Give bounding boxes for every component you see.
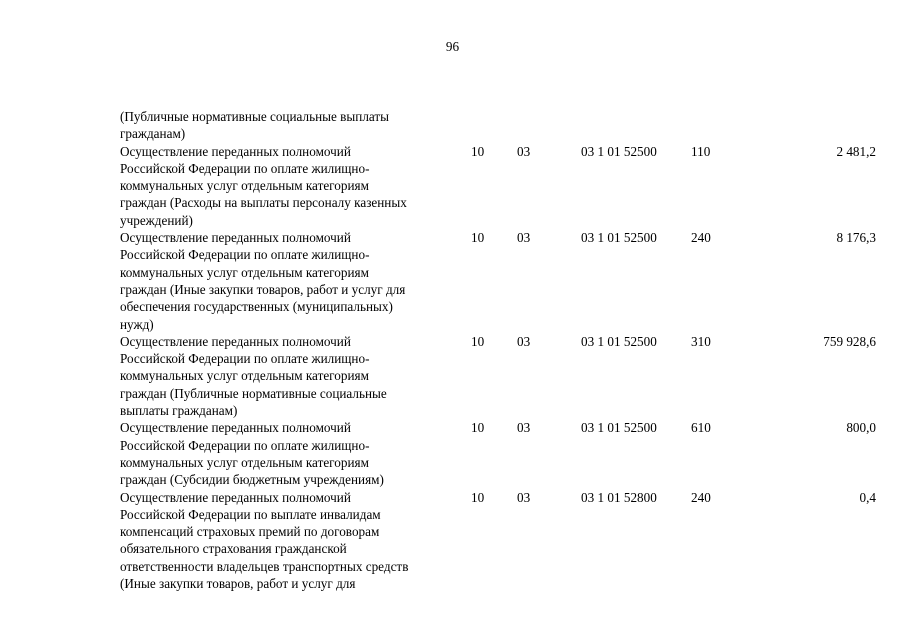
table-row bbox=[120, 143, 876, 229]
row-expense-type: 310 bbox=[691, 333, 711, 349]
row-name: Осуществление переданных полномочий Российской Федерации по выплате инвалидам компенсаций страховых премий по договорам обязательного страхования гражданской ответственности владельцев транспортных средств (Иные закупки товаров, работ и услуг для bbox=[120, 489, 409, 592]
row-section: 10 bbox=[471, 143, 485, 159]
table-row-continuation bbox=[120, 108, 876, 143]
row-amount: 8 176,3 bbox=[836, 230, 876, 246]
row-section: 10 bbox=[471, 333, 485, 349]
row-name: Осуществление переданных полномочий Российской Федерации по оплате жилищно- коммунальных услуг отдельным категориям граждан (Публичные нормативные социальные выплаты гражданам) bbox=[120, 333, 387, 419]
row-target-article: 03 1 01 52800 bbox=[581, 489, 657, 505]
row-target-article: 03 1 01 52500 bbox=[581, 420, 657, 436]
row-section: 10 bbox=[471, 420, 485, 436]
row-subsection: 03 bbox=[517, 143, 531, 159]
row-target-article: 03 1 01 52500 bbox=[581, 230, 657, 246]
row-name: Осуществление переданных полномочий Российской Федерации по оплате жилищно- коммунальных услуг отдельным категориям граждан (Расходы на выплаты персоналу казенных учреждений) bbox=[120, 143, 407, 228]
row-subsection: 03 bbox=[517, 230, 531, 246]
table-row bbox=[120, 229, 876, 333]
page-number: 96 bbox=[445, 39, 460, 54]
row-amount: 759 928,6 bbox=[823, 333, 876, 349]
row-expense-type: 240 bbox=[691, 230, 711, 246]
row-section: 10 bbox=[471, 230, 485, 246]
row-amount: 800,0 bbox=[846, 420, 876, 436]
table-row bbox=[120, 419, 876, 488]
row-expense-type: 110 bbox=[691, 143, 711, 159]
row-target-article: 03 1 01 52500 bbox=[581, 143, 657, 159]
row-subsection: 03 bbox=[517, 333, 531, 349]
table-row bbox=[120, 333, 876, 419]
row-name: (Публичные нормативные социальные выплаты гражданам) bbox=[120, 109, 390, 142]
row-amount: 0,4 bbox=[859, 489, 876, 505]
row-subsection: 03 bbox=[517, 420, 531, 436]
row-expense-type: 610 bbox=[691, 420, 711, 436]
row-subsection: 03 bbox=[517, 489, 531, 505]
row-amount: 2 481,2 bbox=[836, 143, 876, 159]
row-name: Осуществление переданных полномочий Российской Федерации по оплате жилищно- коммунальных услуг отдельным категориям граждан (Субсидии бюджетным учреждениям) bbox=[120, 420, 384, 488]
table-row bbox=[120, 489, 876, 593]
row-name: Осуществление переданных полномочий Российской Федерации по оплате жилищно- коммунальных услуг отдельным категориям граждан (Иные закупки товаров, работ и услуг для обеспечения государственных (муниципальных) нужд) bbox=[120, 230, 406, 332]
row-target-article: 03 1 01 52500 bbox=[581, 333, 657, 349]
budget-table bbox=[120, 108, 876, 592]
row-expense-type: 240 bbox=[691, 489, 711, 505]
row-section: 10 bbox=[471, 489, 485, 505]
